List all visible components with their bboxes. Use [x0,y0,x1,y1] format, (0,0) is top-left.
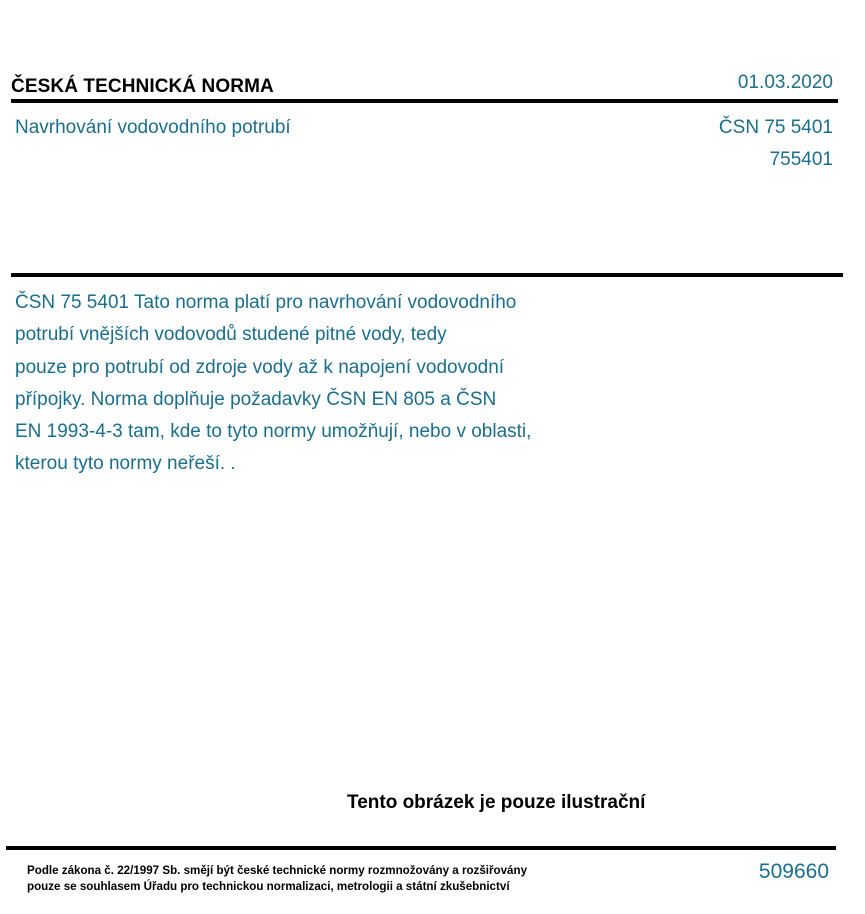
document-id: 509660 [758,860,829,883]
footer-divider [6,846,836,850]
copyright-line: Podle zákona č. 22/1997 Sb. smějí být české technické normy rozmnožovány a rozšiřovány [27,864,528,877]
publication-date: 01.03.2020 [737,72,833,93]
copyright-line: pouze se souhlasem Úřadu pro technickou normalizaci, metrologii a státní zkušebnictví [27,880,510,893]
copyright-notice [27,863,527,895]
classification-number: 755401 [769,149,833,170]
abstract-line: EN 1993-4-3 tam, kde to tyto normy umožňují, nebo v oblasti, [15,421,532,443]
abstract-line: potrubí vnějších vodovodů studené pitné vody, tedy [15,324,447,346]
norm-header-title: ČESKÁ TECHNICKÁ NORMA [11,76,274,97]
abstract-line: přípojky. Norma doplňuje požadavky ČSN EN 805 a ČSN [15,388,497,410]
document-title: Navrhování vodovodního potrubí [15,117,291,138]
abstract-line: kterou tyto normy neřeší. . [15,453,236,475]
abstract-text [15,287,615,481]
illustration-notice: Tento obrázek je pouze ilustrační [347,792,646,813]
csn-number: ČSN 75 5401 [718,117,833,138]
abstract-line: pouze pro potrubí od zdroje vody až k napojení vodovodní [15,356,505,378]
section-divider [11,273,843,277]
header-divider [11,99,838,103]
abstract-line: ČSN 75 5401 Tato norma platí pro navrhování vodovodního [15,292,517,313]
